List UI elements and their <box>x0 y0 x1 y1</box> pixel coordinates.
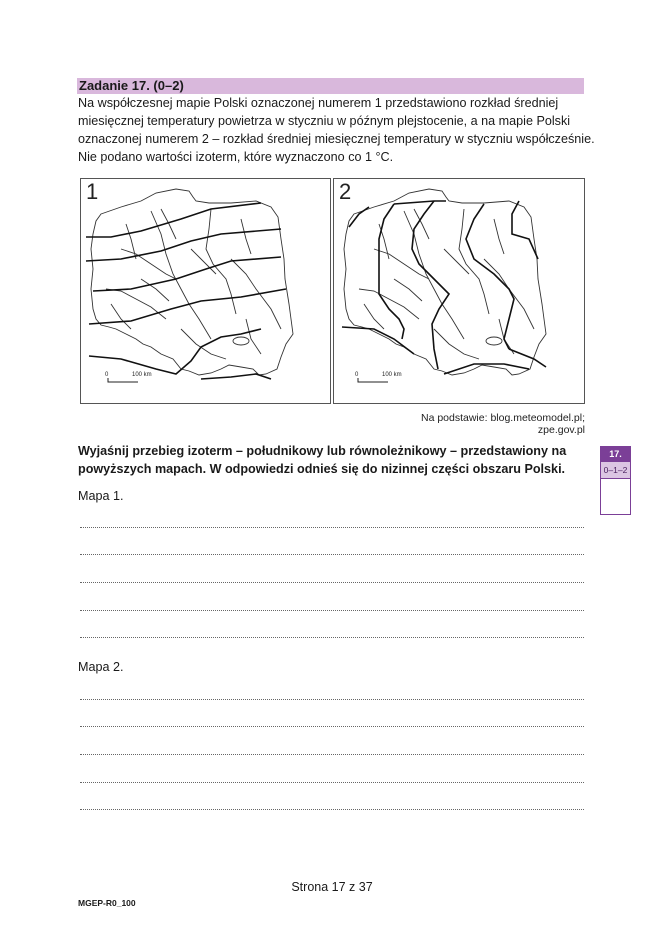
answer-line-map-2[interactable] <box>80 782 584 783</box>
answer-line-map-1[interactable] <box>80 527 584 528</box>
intro-line: miesięcznej temperatury powietrza w styczniu w późnym plejstocenie, a na mapie Polski <box>78 114 571 128</box>
map-2 <box>333 178 585 404</box>
poland-map-2-image <box>334 179 586 405</box>
map-number: 2 <box>339 179 352 204</box>
answer-line-map-1[interactable] <box>80 554 584 555</box>
page-number: Strona 17 z 37 <box>291 880 373 894</box>
intro-line: Na współczesnej mapie Polski oznaczonej numerem 1 przedstawiono rozkład średniej <box>78 96 559 110</box>
question-line: powyższych mapach. W odpowiedzi odnieś się do nizinnej części obszaru Polski. <box>78 462 566 476</box>
exam-code: MGEP-R0_100 <box>78 898 136 908</box>
scale-zero: 0 <box>355 372 359 378</box>
answer-line-map-2[interactable] <box>80 726 584 727</box>
intro-line: Nie podano wartości izoterm, które wyznaczono co 1 °C. <box>78 150 394 164</box>
question-text <box>78 442 598 478</box>
question-line: Wyjaśnij przebieg izoterm – południkowy lub równoleżnikowy – przedstawiony na <box>78 444 567 458</box>
task-intro <box>78 94 598 166</box>
source-caption: Na podstawie: blog.meteomodel.pl; zpe.gov.pl <box>420 412 585 436</box>
score-range: 0–1–2 <box>601 462 630 479</box>
poland-map-1-image <box>81 179 332 405</box>
answer-line-map-2[interactable] <box>80 699 584 700</box>
answer-line-map-1[interactable] <box>80 582 584 583</box>
score-box <box>600 446 631 515</box>
scale-zero: 0 <box>105 372 109 378</box>
answer-line-map-1[interactable] <box>80 610 584 611</box>
answer-label-map-2: Mapa 2. <box>78 660 124 674</box>
scale-label: 100 km <box>132 372 152 378</box>
score-field[interactable] <box>601 479 630 515</box>
task-header: Zadanie 17. (0–2) <box>77 78 584 94</box>
answer-line-map-1[interactable] <box>80 637 584 638</box>
score-task-number: 17. <box>601 447 630 462</box>
answer-label-map-1: Mapa 1. <box>78 489 124 503</box>
answer-line-map-2[interactable] <box>80 809 584 810</box>
map-number: 1 <box>86 179 99 204</box>
answer-line-map-2[interactable] <box>80 754 584 755</box>
map-1 <box>80 178 331 404</box>
intro-line: oznaczonej numerem 2 – rozkład średniej miesięcznej temperatury w styczniu współcześnie. <box>78 132 595 146</box>
scale-label: 100 km <box>382 372 402 378</box>
